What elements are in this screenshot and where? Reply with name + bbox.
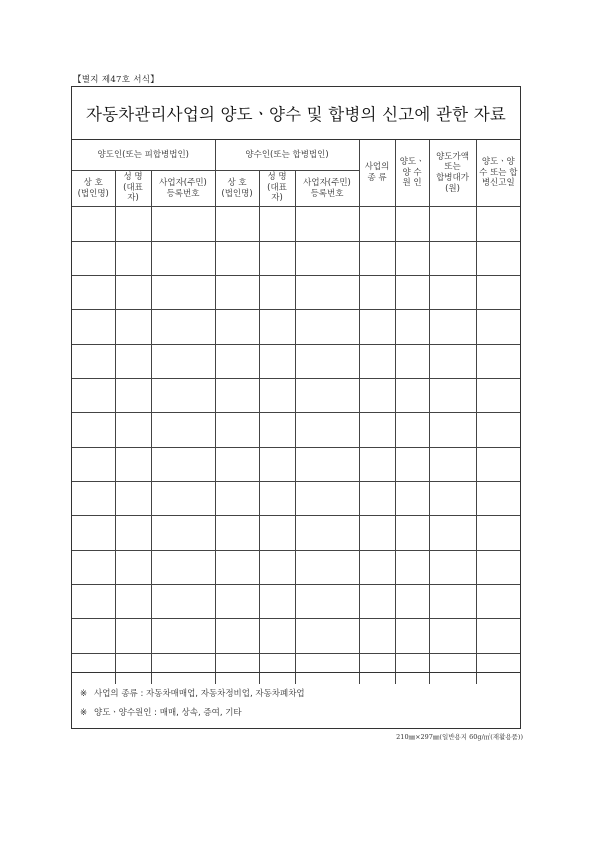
transferor-trade-name-header: 상 호 (법인명) bbox=[72, 171, 115, 207]
entry-cell[interactable] bbox=[429, 379, 476, 413]
transferor-group-header: 양도인(또는 피합병법인) bbox=[72, 140, 215, 171]
entry-cell[interactable] bbox=[151, 619, 215, 654]
paper-spec-footer: 210㎜×297㎜(일반용지 60g/㎡(재활용품)) bbox=[396, 733, 523, 741]
entry-cell[interactable] bbox=[476, 448, 520, 482]
entry-cell[interactable] bbox=[115, 448, 151, 482]
entry-cell[interactable] bbox=[295, 345, 359, 379]
entry-cell[interactable] bbox=[151, 310, 215, 345]
entry-cell[interactable] bbox=[115, 379, 151, 413]
entry-cell[interactable] bbox=[215, 516, 259, 551]
table-row bbox=[72, 516, 520, 551]
entry-cell[interactable] bbox=[295, 276, 359, 310]
entry-cell[interactable] bbox=[151, 551, 215, 585]
entry-cell[interactable] bbox=[429, 207, 476, 242]
entry-cell[interactable] bbox=[359, 207, 395, 242]
entry-cell[interactable] bbox=[429, 276, 476, 310]
entry-cell[interactable] bbox=[295, 516, 359, 551]
entry-cell[interactable] bbox=[359, 585, 395, 619]
entry-cell[interactable] bbox=[295, 207, 359, 242]
transferor-name-header: 성 명 (대표 자) bbox=[115, 171, 151, 207]
entry-cell[interactable] bbox=[259, 482, 295, 516]
table-row bbox=[72, 482, 520, 516]
entry-cell[interactable] bbox=[215, 345, 259, 379]
entry-cell[interactable] bbox=[115, 310, 151, 345]
entry-cell[interactable] bbox=[429, 585, 476, 619]
entry-cell[interactable] bbox=[359, 516, 395, 551]
entry-cell[interactable] bbox=[395, 379, 429, 413]
business-type-header: 사업의 종 류 bbox=[359, 140, 395, 207]
entry-cell[interactable] bbox=[215, 242, 259, 276]
entry-cell[interactable] bbox=[151, 448, 215, 482]
entry-cell[interactable] bbox=[72, 482, 115, 516]
entry-cell[interactable] bbox=[429, 413, 476, 448]
entry-cell[interactable] bbox=[151, 276, 215, 310]
entry-cell[interactable] bbox=[259, 619, 295, 654]
entry-cell[interactable] bbox=[395, 585, 429, 619]
entry-cell[interactable] bbox=[72, 207, 115, 242]
entry-cell[interactable] bbox=[476, 207, 520, 242]
entry-cell[interactable] bbox=[215, 207, 259, 242]
transferor-reg-no-header: 사업자(주민) 등록번호 bbox=[151, 171, 215, 207]
entry-cell[interactable] bbox=[359, 379, 395, 413]
entry-cell[interactable] bbox=[72, 379, 115, 413]
table-row bbox=[72, 310, 520, 345]
entry-cell[interactable] bbox=[429, 551, 476, 585]
entry-cell[interactable] bbox=[72, 413, 115, 448]
entry-cell[interactable] bbox=[476, 413, 520, 448]
entry-cell[interactable] bbox=[395, 310, 429, 345]
entry-cell[interactable] bbox=[72, 619, 115, 654]
notes-section bbox=[72, 672, 520, 723]
form-frame bbox=[71, 86, 521, 729]
entry-cell[interactable] bbox=[72, 276, 115, 310]
entry-cell[interactable] bbox=[476, 482, 520, 516]
entry-cell[interactable] bbox=[151, 482, 215, 516]
header-row-1 bbox=[72, 140, 520, 171]
entry-cell[interactable] bbox=[429, 482, 476, 516]
entry-cell[interactable] bbox=[295, 310, 359, 345]
entry-cell[interactable] bbox=[295, 619, 359, 654]
entry-cell[interactable] bbox=[476, 310, 520, 345]
entry-cell[interactable] bbox=[115, 551, 151, 585]
entry-cell[interactable] bbox=[476, 276, 520, 310]
note-transfer-reasons: ※ 양도ㆍ양수원인 : 매매, 상속, 증여, 기타 bbox=[80, 708, 242, 718]
entry-cell[interactable] bbox=[395, 516, 429, 551]
entry-cell[interactable] bbox=[115, 585, 151, 619]
entry-cell[interactable] bbox=[72, 516, 115, 551]
entry-cell[interactable] bbox=[295, 413, 359, 448]
entry-cell[interactable] bbox=[72, 448, 115, 482]
entry-cell[interactable] bbox=[476, 516, 520, 551]
entry-cell[interactable] bbox=[359, 482, 395, 516]
entry-cell[interactable] bbox=[151, 585, 215, 619]
entry-cell[interactable] bbox=[476, 585, 520, 619]
entry-cell[interactable] bbox=[295, 242, 359, 276]
entry-cell[interactable] bbox=[359, 345, 395, 379]
entry-cell[interactable] bbox=[151, 242, 215, 276]
entry-cell[interactable] bbox=[395, 207, 429, 242]
entry-cell[interactable] bbox=[359, 242, 395, 276]
entry-cell[interactable] bbox=[72, 585, 115, 619]
entry-cell[interactable] bbox=[359, 619, 395, 654]
entry-cell[interactable] bbox=[259, 345, 295, 379]
entry-cell[interactable] bbox=[476, 379, 520, 413]
table-row bbox=[72, 585, 520, 619]
entry-cell[interactable] bbox=[151, 413, 215, 448]
entry-cell[interactable] bbox=[476, 619, 520, 654]
entry-cell[interactable] bbox=[115, 276, 151, 310]
entry-cell[interactable] bbox=[215, 379, 259, 413]
entry-cell[interactable] bbox=[259, 207, 295, 242]
entry-cell[interactable] bbox=[359, 276, 395, 310]
entry-cell[interactable] bbox=[215, 310, 259, 345]
entry-cell[interactable] bbox=[476, 551, 520, 585]
transferee-group-header: 양수인(또는 합병법인) bbox=[215, 140, 359, 171]
entry-cell[interactable] bbox=[295, 551, 359, 585]
entry-cell[interactable] bbox=[476, 242, 520, 276]
entry-cell[interactable] bbox=[215, 619, 259, 654]
entry-cell[interactable] bbox=[115, 345, 151, 379]
entry-cell[interactable] bbox=[115, 413, 151, 448]
entry-cell[interactable] bbox=[395, 413, 429, 448]
entry-cell[interactable] bbox=[215, 448, 259, 482]
entry-cell[interactable] bbox=[429, 516, 476, 551]
entry-cell[interactable] bbox=[215, 551, 259, 585]
entry-cell[interactable] bbox=[259, 310, 295, 345]
entry-cell[interactable] bbox=[429, 310, 476, 345]
entry-cell[interactable] bbox=[151, 207, 215, 242]
entry-cell[interactable] bbox=[259, 448, 295, 482]
entry-cell[interactable] bbox=[151, 516, 215, 551]
table-row bbox=[72, 448, 520, 482]
entry-cell[interactable] bbox=[359, 551, 395, 585]
entry-cell[interactable] bbox=[395, 345, 429, 379]
entry-cell[interactable] bbox=[359, 310, 395, 345]
entry-cell[interactable] bbox=[259, 379, 295, 413]
entry-cell[interactable] bbox=[215, 276, 259, 310]
transfer-price-header: 양도가액 또는 합병대가 (원) bbox=[429, 140, 476, 207]
entry-cell[interactable] bbox=[395, 276, 429, 310]
entry-cell[interactable] bbox=[151, 345, 215, 379]
entry-cell[interactable] bbox=[395, 482, 429, 516]
entry-cell[interactable] bbox=[259, 276, 295, 310]
entry-cell[interactable] bbox=[72, 551, 115, 585]
entry-cell[interactable] bbox=[429, 345, 476, 379]
entry-cell[interactable] bbox=[295, 585, 359, 619]
entry-cell[interactable] bbox=[429, 448, 476, 482]
entry-cell[interactable] bbox=[395, 242, 429, 276]
table-row bbox=[72, 345, 520, 379]
transferee-reg-no-header: 사업자(주민) 등록번호 bbox=[295, 171, 359, 207]
entry-cell[interactable] bbox=[295, 379, 359, 413]
entry-cell[interactable] bbox=[359, 413, 395, 448]
table-row bbox=[72, 413, 520, 448]
report-table bbox=[72, 140, 520, 684]
entry-cell[interactable] bbox=[115, 207, 151, 242]
entry-cell[interactable] bbox=[395, 448, 429, 482]
entry-cell[interactable] bbox=[259, 242, 295, 276]
entry-cell[interactable] bbox=[259, 551, 295, 585]
entry-cell[interactable] bbox=[72, 310, 115, 345]
form-title: 자동차관리사업의 양도ㆍ양수 및 합병의 신고에 관한 자료 bbox=[72, 87, 520, 140]
entry-cell[interactable] bbox=[395, 619, 429, 654]
transferee-trade-name-header: 상 호 (법인명) bbox=[215, 171, 259, 207]
transferee-name-header: 성 명 (대표 자) bbox=[259, 171, 295, 207]
table-row bbox=[72, 276, 520, 310]
report-date-header: 양도ㆍ양 수 또는 합 병신고일 bbox=[476, 140, 520, 207]
note-business-types: ※ 사업의 종류 : 자동차매매업, 자동차정비업, 자동차폐차업 bbox=[80, 689, 305, 699]
entry-cell[interactable] bbox=[295, 448, 359, 482]
form-number-label: 【별지 제47호 서식】 bbox=[73, 75, 160, 85]
table-row bbox=[72, 242, 520, 276]
entry-cell[interactable] bbox=[429, 619, 476, 654]
entry-cell[interactable] bbox=[259, 516, 295, 551]
entry-cell[interactable] bbox=[115, 482, 151, 516]
entry-cell[interactable] bbox=[395, 551, 429, 585]
entry-cell[interactable] bbox=[215, 413, 259, 448]
transfer-reason-header: 양도ㆍ 양 수 원 인 bbox=[395, 140, 429, 207]
entry-cell[interactable] bbox=[429, 242, 476, 276]
entry-cell[interactable] bbox=[72, 242, 115, 276]
entry-cell[interactable] bbox=[115, 516, 151, 551]
entry-cell[interactable] bbox=[215, 482, 259, 516]
table-row bbox=[72, 379, 520, 413]
entry-cell[interactable] bbox=[259, 413, 295, 448]
table-row bbox=[72, 551, 520, 585]
entry-cell[interactable] bbox=[476, 345, 520, 379]
entry-cell[interactable] bbox=[359, 448, 395, 482]
entry-cell[interactable] bbox=[72, 345, 115, 379]
entry-cell[interactable] bbox=[115, 242, 151, 276]
entry-cell[interactable] bbox=[215, 585, 259, 619]
table-row bbox=[72, 207, 520, 242]
entry-cell[interactable] bbox=[259, 585, 295, 619]
entry-cell[interactable] bbox=[151, 379, 215, 413]
table-row bbox=[72, 619, 520, 654]
entry-cell[interactable] bbox=[115, 619, 151, 654]
entry-cell[interactable] bbox=[295, 482, 359, 516]
